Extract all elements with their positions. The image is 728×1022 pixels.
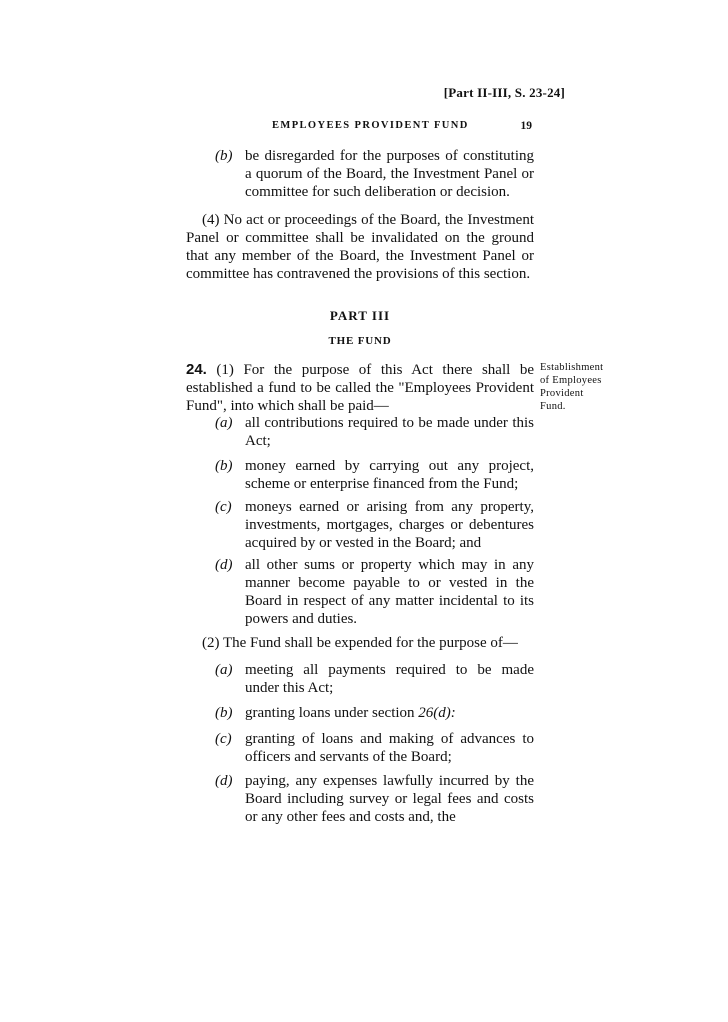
item-label: (d) bbox=[215, 557, 233, 573]
item-label: (a) bbox=[215, 662, 233, 678]
list-item bbox=[186, 498, 534, 552]
list-item bbox=[186, 556, 534, 628]
running-title: EMPLOYEES PROVIDENT FUND bbox=[272, 120, 469, 131]
item-text: all other sums or property which may in any manner become payable to or vested in the Board in respect of any matter incidental to its powers and duties. bbox=[245, 557, 534, 627]
item-label: (c) bbox=[215, 499, 232, 515]
subsection-4-paragraph: (4) No act or proceedings of the Board, the Investment Panel or committee shall be invalidated on the ground that any member of the Board, the Investment Panel or committee has contravened the provisions of this section. bbox=[186, 212, 534, 282]
item-label: (d) bbox=[215, 773, 233, 789]
subsection-2-intro: (2) The Fund shall be expended for the purpose of— bbox=[202, 635, 518, 651]
margin-note bbox=[540, 361, 612, 413]
item-text: meeting all payments required to be made under this Act; bbox=[245, 662, 534, 696]
list-item bbox=[186, 772, 534, 826]
list-item bbox=[186, 457, 534, 493]
item-text: paying, any expenses lawfully incurred by the Board including survey or legal fees and costs or any other fees and costs and, the bbox=[245, 773, 534, 825]
margin-note-line: Establishment bbox=[540, 362, 604, 373]
item-label: (b) bbox=[215, 458, 233, 474]
item-label: (c) bbox=[215, 731, 232, 747]
section-24-intro-text: (1) For the purpose of this Act there shall be established a fund to be called the "Employees Provident Fund", into which shall be paid— bbox=[186, 362, 535, 414]
list-item bbox=[186, 730, 534, 766]
section-24-intro bbox=[186, 361, 534, 415]
item-label: (a) bbox=[215, 415, 233, 431]
list-item bbox=[186, 147, 534, 201]
part-heading: PART III bbox=[329, 308, 391, 323]
list-item bbox=[186, 414, 534, 450]
item-text: money earned by carrying out any project, scheme or enterprise financed from the Fund; bbox=[245, 458, 534, 492]
part-subheading: THE FUND bbox=[328, 335, 392, 347]
item-label: (b) bbox=[215, 148, 233, 164]
item-text bbox=[245, 704, 534, 722]
item-label: (b) bbox=[215, 705, 233, 721]
item-text: granting of loans and making of advances to officers and servants of the Board; bbox=[245, 731, 534, 765]
section-reference: 26(d): bbox=[418, 705, 456, 721]
margin-note-line: of Employees bbox=[540, 375, 602, 386]
list-item bbox=[186, 704, 534, 722]
part-section-reference: [Part II-III, S. 23-24] bbox=[443, 85, 565, 100]
page-number: 19 bbox=[520, 120, 532, 132]
margin-note-line: Fund. bbox=[540, 401, 566, 412]
item-text: moneys earned or arising from any property, investments, mortgages, charges or debentures acquired by or vested in the Board; and bbox=[245, 499, 534, 551]
section-number: 24. bbox=[186, 361, 207, 378]
item-text: be disregarded for the purposes of constituting a quorum of the Board, the Investment Panel or committee for such deliberation or decision. bbox=[245, 148, 534, 200]
margin-note-line: Provident bbox=[540, 388, 584, 399]
item-text: all contributions required to be made under this Act; bbox=[245, 415, 534, 449]
item-text-prefix: granting loans under section bbox=[245, 705, 419, 721]
list-item bbox=[186, 661, 534, 697]
